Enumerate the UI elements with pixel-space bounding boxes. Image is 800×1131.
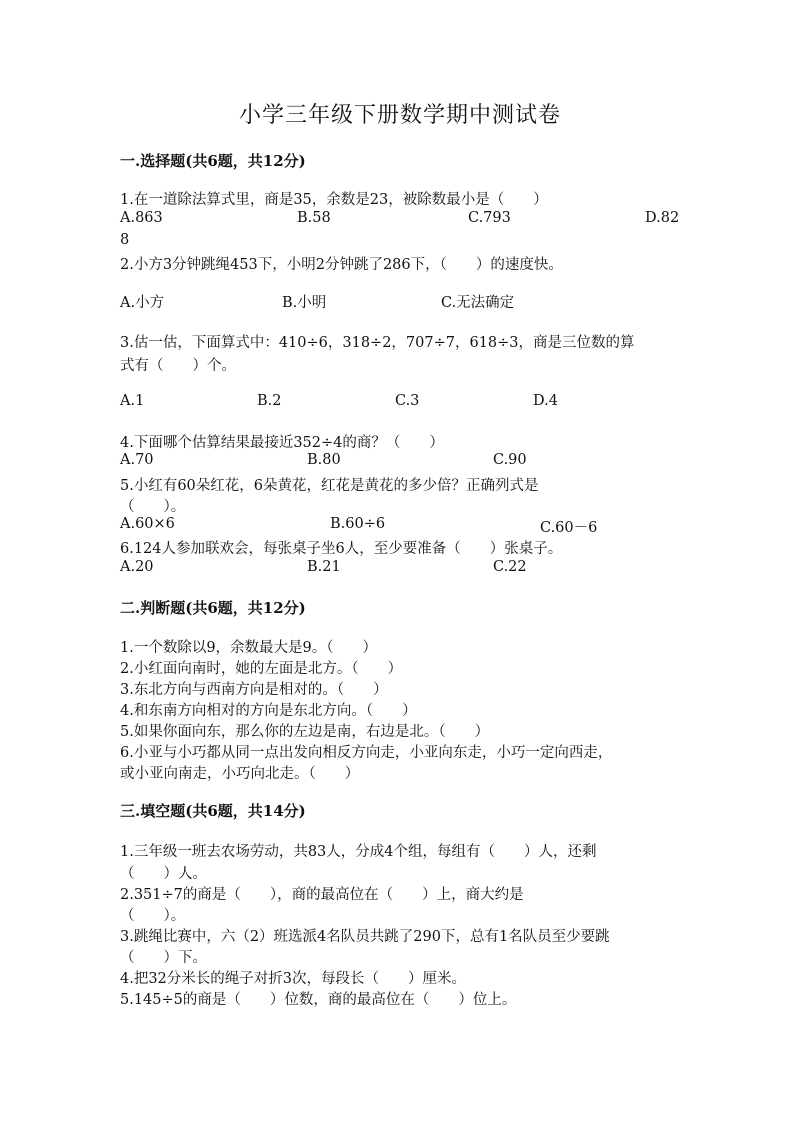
- question-stem: 4.下面哪个估算结果最接近352÷4的商？（ ）: [120, 435, 444, 451]
- option-c: C.90: [493, 452, 527, 468]
- option-a: A.60×6: [120, 516, 175, 532]
- fill-item-continued: （ ）下。: [120, 950, 207, 966]
- fill-item: 3.跳绳比赛中，六（2）班选派4名队员共跳了290下，总有1名队员至少要跳: [120, 929, 610, 945]
- question-stem: 2.小方3分钟跳绳453下，小明2分钟跳了286下，（ ）的速度快。: [120, 257, 563, 273]
- option-c: C.22: [493, 559, 527, 575]
- option-d: D.82: [645, 210, 680, 226]
- question-stem: 5.小红有60朵红花，6朵黄花，红花是黄花的多少倍？正确列式是: [120, 478, 539, 494]
- option-d: D.4: [533, 393, 558, 409]
- option-c: C.60－6: [540, 520, 598, 536]
- section-heading-choice: 一.选择题(共6题，共12分): [120, 152, 306, 170]
- judge-item: 1.一个数除以9，余数最大是9。（ ）: [120, 640, 378, 656]
- option-a: A.70: [120, 452, 154, 468]
- fill-item: 2.351÷7的商是（ ），商的最高位在（ ）上，商大约是: [120, 887, 524, 903]
- option-a: A.1: [120, 393, 145, 409]
- option-b: B.2: [257, 393, 282, 409]
- option-a: A.20: [120, 559, 154, 575]
- fill-item-continued: （ ）。: [120, 908, 186, 924]
- question-stem: 3.估一估，下面算式中：410÷6，318÷2，707÷7，618÷3，商是三位数的算: [120, 335, 635, 351]
- judge-item: 2.小红面向南时，她的左面是北方。（ ）: [120, 661, 403, 677]
- question-stem: 1.在一道除法算式里，商是35，余数是23，被除数最小是（ ）: [120, 192, 548, 208]
- question-stem: 6.124人参加联欢会，每张桌子坐6人，至少要准备（ ）张桌子。: [120, 541, 563, 557]
- section-heading-judge: 二.判断题(共6题，共12分): [120, 599, 306, 617]
- option-b: B.小明: [282, 295, 327, 311]
- option-b: B.58: [297, 210, 331, 226]
- question-stem-continued: 式有（ ）个。: [120, 358, 236, 374]
- fill-item: 1.三年级一班去农场劳动，共83人，分成4个组，每组有（ ）人，还剩: [120, 844, 597, 860]
- option-a: A.小方: [120, 295, 165, 311]
- section-heading-fill: 三.填空题(共6题，共14分): [120, 802, 306, 820]
- judge-item: 6.小亚与小巧都从同一点出发向相反方向走，小亚向东走，小巧一定向西走，: [120, 745, 613, 761]
- page-title: 小学三年级下册数学期中测试卷: [238, 103, 561, 128]
- judge-item: 4.和东南方向相对的方向是东北方向。（ ）: [120, 703, 417, 719]
- option-c: C.无法确定: [441, 295, 515, 311]
- option-b: B.21: [307, 559, 341, 575]
- option-b: B.60÷6: [330, 516, 386, 532]
- option-a: A.863: [120, 210, 163, 226]
- option-c: C.3: [395, 393, 420, 409]
- option-b: B.80: [307, 452, 341, 468]
- option-c: C.793: [468, 210, 511, 226]
- fill-item: 5.145÷5的商是（ ）位数，商的最高位在（ ）位上。: [120, 992, 517, 1008]
- judge-item: 5.如果你面向东，那么你的左边是南，右边是北。（ ）: [120, 724, 490, 740]
- judge-item-continued: 或小亚向南走，小巧向北走。（ ）: [120, 766, 360, 782]
- fill-item: 4.把32分米长的绳子对折3次，每段长（ ）厘米。: [120, 971, 467, 987]
- fill-item-continued: （ ）人。: [120, 866, 207, 882]
- judge-item: 3.东北方向与西南方向是相对的。（ ）: [120, 682, 388, 698]
- question-stem-continued: （ ）。: [120, 499, 186, 515]
- option-d-wrap: 8: [120, 232, 130, 248]
